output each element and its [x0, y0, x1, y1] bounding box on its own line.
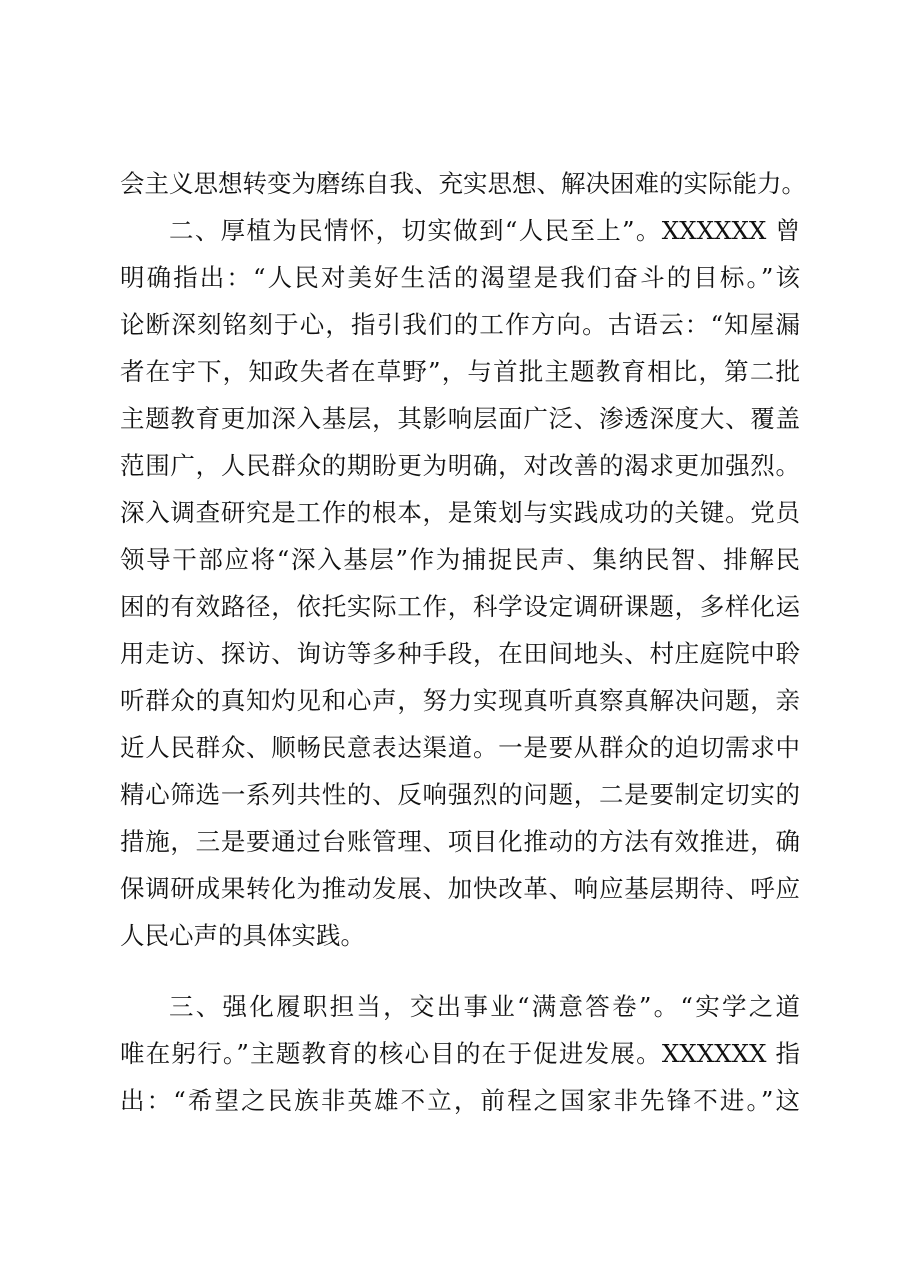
document-body [120, 160, 806, 1124]
text-line: 会主义思想转变为磨练自我、充实思想、解决困难的实际能力。 [120, 169, 806, 198]
text-line: 领导干部应将“深入基层”作为捕捉民声、集纳民智、排解民 [120, 545, 800, 574]
text-line: 二、厚植为民情怀，切实做到“人民至上”。XXXXXX 曾 [169, 216, 800, 245]
text-line: 论断深刻铭刻于心，指引我们的工作方向。古语云：“知屋漏 [120, 310, 800, 339]
text-line: 近人民群众、顺畅民意表达渠道。一是要从群众的迫切需求中 [120, 733, 800, 762]
text-line: 精心筛选一系列共性的、反响强烈的问题，二是要制定切实的 [120, 780, 800, 809]
text-line: 出：“希望之民族非英雄不立，前程之国家非先锋不进。”这 [120, 1086, 800, 1115]
paragraph-3 [120, 983, 800, 1124]
text-line: 三、强化履职担当，交出事业“满意答卷”。“实学之道 [169, 992, 800, 1021]
text-line: 听群众的真知灼见和心声，努力实现真听真察真解决问题，亲 [120, 686, 800, 715]
paragraph-2 [120, 207, 800, 959]
paragraph-1 [120, 160, 806, 207]
text-line: 困的有效路径，依托实际工作，科学设定调研课题，多样化运 [120, 592, 800, 621]
text-line: 用走访、探访、询访等多种手段，在田间地头、村庄庭院中聆 [120, 639, 800, 668]
paragraph-spacer [120, 959, 800, 983]
text-line: 唯在躬行。”主题教育的核心目的在于促进发展。XXXXXX 指 [120, 1039, 800, 1068]
text-line: 范围广，人民群众的期盼更为明确，对改善的渴求更加强烈。 [120, 451, 800, 480]
text-line: 措施，三是要通过台账管理、项目化推动的方法有效推进，确 [120, 827, 800, 856]
text-line: 深入调查研究是工作的根本，是策划与实践成功的关键。党员 [120, 498, 800, 527]
text-line: 人民心声的具体实践。 [120, 921, 365, 950]
text-line: 主题教育更加深入基层，其影响层面广泛、渗透深度大、覆盖 [120, 404, 800, 433]
text-line: 者在宇下，知政失者在草野”，与首批主题教育相比，第二批 [120, 357, 800, 386]
text-line: 明确指出：“人民对美好生活的渴望是我们奋斗的目标。”该 [120, 263, 800, 292]
text-line: 保调研成果转化为推动发展、加快改革、响应基层期待、呼应 [120, 874, 800, 903]
